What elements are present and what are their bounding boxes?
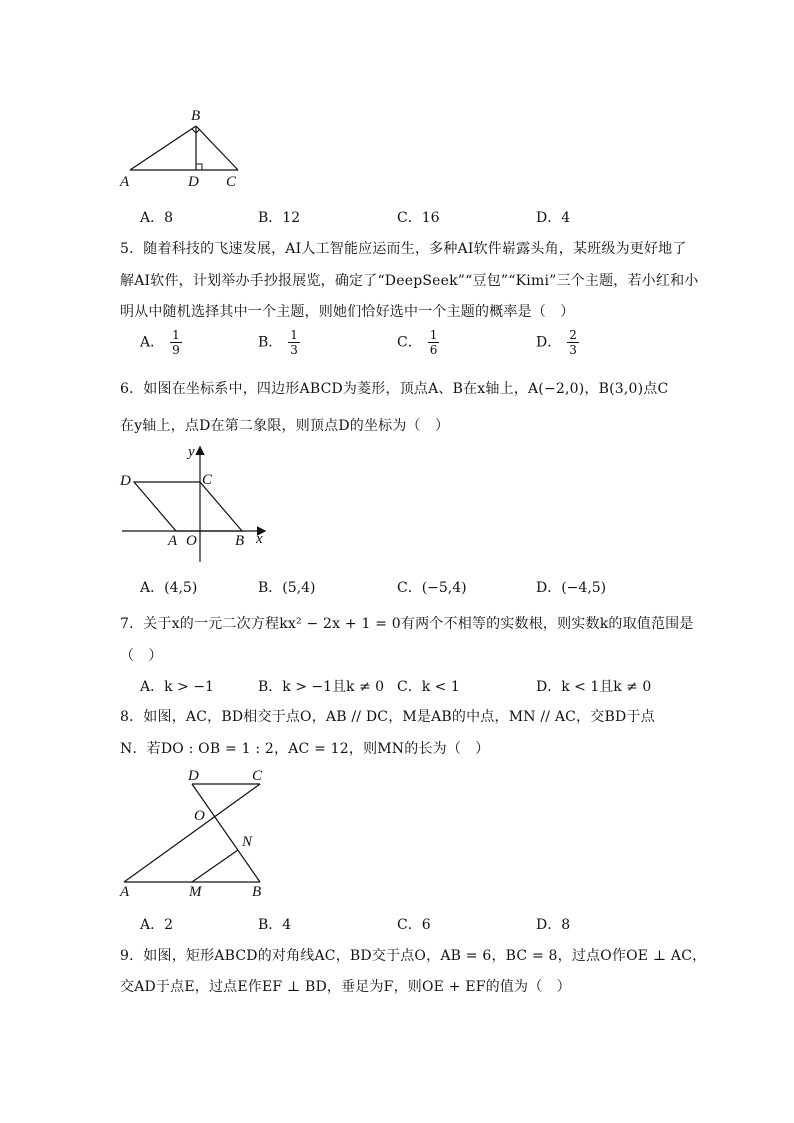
segment-DB (192, 784, 260, 882)
q7-stem-line-2: （ ） (120, 648, 163, 664)
label-C: C (226, 174, 237, 190)
q8-stem-line-1: 8．如图，AC，BD相交于点O，AB // DC，M是AB的中点，MN // AC，交BD于点 (120, 709, 655, 725)
q7-option-c: C．k < 1 (397, 679, 460, 695)
label-B: B (252, 884, 262, 900)
q6-option-b: B．(5,4) (258, 580, 316, 596)
label-C: C (252, 768, 263, 784)
q5-stem-line-2: 解AI软件，计划举办手抄报展览，确定了“DeepSeek”“豆包”“Kimi”三个主题，若小红和小 (120, 273, 699, 289)
q6-option-c: C．(−5,4) (397, 580, 467, 596)
q9-stem-line-1: 9．如图，矩形ABCD的对角线AC，BD交于点O，AB = 6，BC = 8，过点O作OE ⊥ AC， (120, 948, 707, 964)
q8-option-c: C．6 (397, 917, 431, 933)
q5-option-d: D． $\frac{2}{3}$ (536, 328, 577, 357)
label-D: D (188, 768, 199, 784)
q6-stem-line-1: 6．如图在坐标系中，四边形ABCD为菱形，顶点A、B在x轴上，A(−2,0)，B(3,0)点C (120, 381, 669, 397)
label-y: y (188, 444, 195, 460)
label-A: A (168, 533, 178, 549)
q9-stem-line-2: 交AD于点E，过点E作EF ⊥ BD，垂足为F，则OE + EF的值为（ ） (120, 979, 571, 995)
segment-AC (124, 784, 260, 882)
q4-option-b: B．12 (258, 210, 301, 226)
q5-stem-line-3: 明从中随机选择其中一个主题，则她们恰好选中一个主题的概率是（ ） (120, 304, 575, 320)
label-B: B (235, 533, 245, 549)
label-N: N (242, 834, 253, 850)
q7-option-b: B．k > −1且k ≠ 0 (258, 679, 385, 695)
rhombus-ABCD (134, 482, 242, 531)
q6-option-d: D．(−4,5) (536, 580, 607, 596)
q4-option-c: C．16 (397, 210, 440, 226)
label-A: A (120, 884, 130, 900)
label-M: M (189, 884, 202, 900)
q8-option-a: A．2 (140, 917, 174, 933)
q5-stem-line-1: 5．随着科技的飞速发展，AI人工智能应运而生，多种AI软件崭露头角，某班级为更好地了 (120, 241, 687, 257)
label-C: C (202, 472, 213, 488)
q6-stem-line-2: 在y轴上，点D在第二象限，则顶点D的坐标为（ ） (120, 418, 450, 434)
label-x: x (256, 531, 263, 547)
label-O: O (194, 808, 205, 824)
q5-option-b: B． $\frac{1}{3}$ (258, 328, 298, 357)
label-D: D (188, 174, 199, 190)
segment-MN (192, 850, 238, 882)
q4-option-a: A．8 (140, 210, 174, 226)
triangle-figure (110, 100, 270, 192)
segment-AB (130, 126, 196, 170)
label-B: B (191, 108, 201, 124)
segment-BC (196, 126, 238, 170)
label-O: O (186, 533, 197, 549)
q6-option-a: A．(4,5) (140, 580, 198, 596)
q8-option-b: B．4 (258, 917, 292, 933)
q5-option-a: A． $\frac{1}{9}$ (140, 328, 180, 357)
q8-option-d: D．8 (536, 917, 571, 933)
q5-option-c: C． $\frac{1}{6}$ (397, 328, 438, 357)
parallel-lines-figure (110, 762, 280, 902)
q8-stem-line-2: N．若DO : OB = 1 : 2，AC = 12，则MN的长为（ ） (120, 741, 490, 757)
q7-option-a: A．k > −1 (140, 679, 214, 695)
q7-option-d: D．k < 1且k ≠ 0 (536, 679, 652, 695)
right-angle-mark-D (196, 164, 202, 170)
label-D: D (120, 473, 131, 489)
rhombus-coordinate-figure (110, 440, 280, 565)
q7-stem-line-1: 7．关于x的一元二次方程kx² − 2x + 1 = 0有两个不相等的实数根，则实数k的取值范围是 (120, 616, 694, 632)
q4-option-d: D．4 (536, 210, 571, 226)
label-A: A (120, 174, 130, 190)
